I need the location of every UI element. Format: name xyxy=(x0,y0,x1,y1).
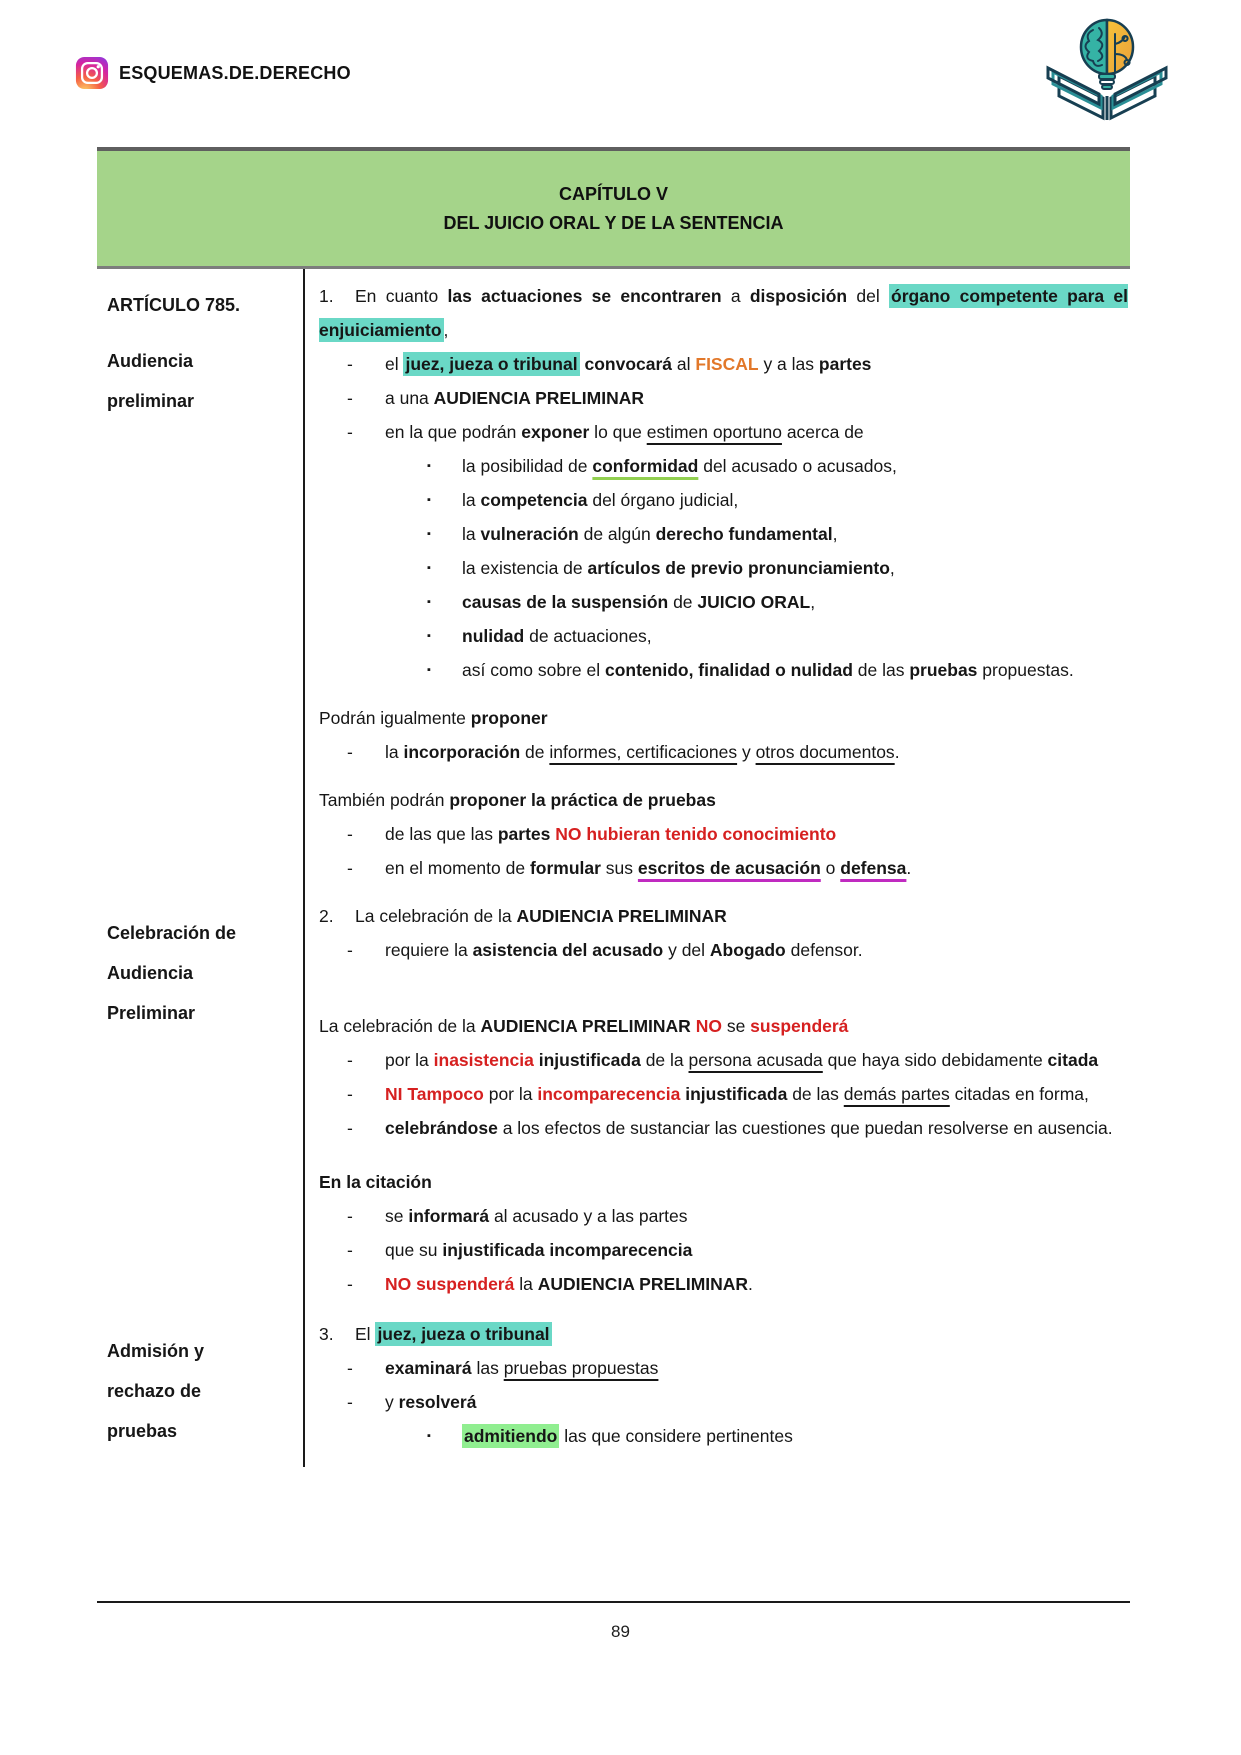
text-run: juez, jueza o tribunal xyxy=(377,1324,550,1344)
text-run: por la xyxy=(483,1084,538,1104)
text-run: artículos de previo pronunciamiento xyxy=(587,558,890,578)
item-number: 1. xyxy=(319,286,334,306)
text-run: y xyxy=(737,742,756,762)
text-run: las xyxy=(471,1358,504,1378)
text-run: y a las xyxy=(758,354,819,374)
text-run: defensor. xyxy=(785,940,863,960)
text-run: partes xyxy=(497,824,551,844)
text-run: de algún xyxy=(578,524,656,544)
label-line: pruebas xyxy=(107,1421,178,1441)
text-run: . xyxy=(748,1274,753,1294)
text-run: examinará xyxy=(385,1358,472,1378)
text-run: convocará xyxy=(584,354,673,374)
text-run: resolverá xyxy=(398,1392,477,1412)
text-run: derecho fundamental xyxy=(655,524,833,544)
text-run: que su xyxy=(385,1240,443,1260)
row-label-cell xyxy=(97,885,305,1301)
text-run: de la xyxy=(640,1050,689,1070)
row-content-cell xyxy=(305,885,1130,1301)
text-run: En cuanto xyxy=(355,286,448,306)
text-run: a xyxy=(721,286,750,306)
text-run: de las xyxy=(852,660,910,680)
text-run: disposición xyxy=(749,286,848,306)
label-line: preliminar xyxy=(107,391,195,411)
brain-book-logo xyxy=(1045,14,1169,126)
text-run: de las que las xyxy=(385,824,498,844)
text-run: pruebas propuestas xyxy=(503,1358,659,1378)
text-run: pruebas xyxy=(909,660,978,680)
text-run: lo que xyxy=(589,422,647,442)
instagram-icon xyxy=(75,56,109,90)
text-run: del acusado o acusados, xyxy=(698,456,897,476)
dash-item xyxy=(319,347,1128,381)
text-run: suspenderá xyxy=(750,1016,849,1036)
table-row xyxy=(97,1301,1130,1467)
instagram-handle: ESQUEMAS.DE.DERECHO xyxy=(119,62,351,83)
paragraph xyxy=(319,701,1128,735)
text-run: de xyxy=(520,742,550,762)
dash-item xyxy=(319,1385,1128,1419)
text-run: admitiendo xyxy=(464,1426,558,1446)
dash-item xyxy=(319,933,1128,967)
text-run: . xyxy=(906,858,912,878)
text-run: celebrándose xyxy=(385,1118,498,1138)
text-run: , xyxy=(443,320,449,340)
text-run: . xyxy=(894,742,900,762)
dash-item xyxy=(319,1199,1128,1233)
text-run: la xyxy=(514,1274,538,1294)
text-run: las actuaciones se encontraren xyxy=(447,286,722,306)
text-run: AUDIENCIA PRELIMINAR xyxy=(433,388,644,408)
text-run: , xyxy=(889,558,895,578)
text-run: incorporación xyxy=(403,742,521,762)
text-run: a una xyxy=(385,388,434,408)
text-run: en la que podrán xyxy=(385,422,522,442)
text-run: Podrán igualmente xyxy=(319,708,471,728)
square-bullet-item xyxy=(319,449,1128,483)
row-content-cell xyxy=(305,269,1130,885)
text-run: la xyxy=(462,490,481,510)
label-paragraph xyxy=(107,1331,295,1451)
label-line: ARTÍCULO 785. xyxy=(107,295,241,315)
text-run: defensa xyxy=(840,858,907,878)
text-run: vulneración xyxy=(480,524,579,544)
text-run: conformidad xyxy=(592,456,699,476)
item-number: 2. xyxy=(319,906,334,926)
text-run: FISCAL xyxy=(695,354,759,374)
text-run: La celebración de la xyxy=(355,906,517,926)
paragraph xyxy=(319,783,1128,817)
text-run: propuestas. xyxy=(977,660,1074,680)
text-run: demás partes xyxy=(843,1084,950,1104)
text-run: causas de la suspensión xyxy=(462,592,669,612)
label-line: rechazo de xyxy=(107,1381,202,1401)
text-run: , xyxy=(832,524,838,544)
text-run: AUDIENCIA PRELIMINAR xyxy=(480,1016,691,1036)
numbered-paragraph xyxy=(319,279,1128,347)
text-run: inasistencia xyxy=(433,1050,534,1070)
dash-item xyxy=(319,415,1128,449)
text-run: NO hubieran tenido conocimiento xyxy=(555,824,837,844)
instagram-brand xyxy=(75,56,351,90)
chapter-banner xyxy=(97,147,1130,269)
page-header xyxy=(0,0,1241,147)
content-gap xyxy=(319,769,1128,783)
paragraph xyxy=(319,1009,1128,1043)
dash-item xyxy=(319,1351,1128,1385)
text-run: NI Tampoco xyxy=(385,1084,484,1104)
text-run: sus xyxy=(600,858,638,878)
text-run: al xyxy=(672,354,696,374)
text-run: persona acusada xyxy=(688,1050,823,1070)
text-run: También podrán xyxy=(319,790,450,810)
text-run: Abogado xyxy=(709,940,786,960)
text-run: juez, jueza o tribunal xyxy=(405,354,578,374)
text-run: NO xyxy=(695,1016,722,1036)
row-label-cell xyxy=(97,269,305,885)
text-run: que haya sido debidamente xyxy=(822,1050,1048,1070)
text-run: la xyxy=(385,742,404,762)
square-bullet-item xyxy=(319,483,1128,517)
label-paragraph xyxy=(107,341,295,421)
text-run: de las xyxy=(787,1084,844,1104)
text-run: órgano competente para el enjuiciamiento xyxy=(319,286,1129,340)
numbered-paragraph xyxy=(319,1317,1128,1351)
text-run: y del xyxy=(663,940,710,960)
dash-item xyxy=(319,851,1128,885)
text-run: formular xyxy=(529,858,601,878)
text-run: injustificada xyxy=(685,1084,788,1104)
content-gap xyxy=(319,1145,1128,1165)
text-run: por la xyxy=(385,1050,434,1070)
text-run: el xyxy=(385,354,404,374)
text-run: contenido, finalidad o nulidad xyxy=(604,660,853,680)
text-run: la xyxy=(462,524,481,544)
label-paragraph xyxy=(107,913,295,1033)
dash-item xyxy=(319,1077,1128,1111)
content-gap xyxy=(319,967,1128,1009)
text-run: al acusado y a las partes xyxy=(489,1206,688,1226)
text-run: partes xyxy=(818,354,872,374)
label-line: Audiencia xyxy=(107,351,194,371)
page-number: 89 xyxy=(611,1622,630,1641)
label-line: Preliminar xyxy=(107,1003,196,1023)
text-run: se xyxy=(721,1016,751,1036)
square-bullet-item xyxy=(319,1419,1128,1453)
table-row xyxy=(97,885,1130,1301)
label-paragraph xyxy=(107,285,295,325)
text-run: nulidad xyxy=(462,626,525,646)
text-run: otros documentos xyxy=(755,742,895,762)
text-run: NO suspenderá xyxy=(385,1274,515,1294)
text-run: citadas en forma, xyxy=(949,1084,1089,1104)
text-run: o xyxy=(820,858,841,878)
dash-item xyxy=(319,1267,1128,1301)
text-run: las que considere pertinentes xyxy=(559,1426,793,1446)
text-run: a los efectos de sustanciar las cuestiones que puedan resolverse en ausencia. xyxy=(497,1118,1113,1138)
text-run: requiere la xyxy=(385,940,473,960)
square-bullet-item xyxy=(319,585,1128,619)
text-run: asistencia del acusado xyxy=(472,940,664,960)
content-gap xyxy=(319,687,1128,701)
chapter-title: CAPÍTULO V xyxy=(558,183,668,204)
label-line: Audiencia xyxy=(107,963,194,983)
numbered-paragraph xyxy=(319,899,1128,933)
dash-item xyxy=(319,817,1128,851)
dash-item xyxy=(319,381,1128,415)
item-number: 3. xyxy=(319,1324,334,1344)
text-run: la existencia de xyxy=(462,558,588,578)
square-bullet-item xyxy=(319,653,1128,687)
dash-item xyxy=(319,735,1128,769)
text-run: informará xyxy=(408,1206,490,1226)
chapter-subtitle: DEL JUICIO ORAL Y DE LA SENTENCIA xyxy=(443,212,784,233)
text-run: la posibilidad de xyxy=(462,456,593,476)
text-run: de xyxy=(668,592,698,612)
row-label-cell xyxy=(97,1301,305,1467)
label-line: Celebración de xyxy=(107,923,237,943)
text-run: del xyxy=(847,286,890,306)
square-bullet-item xyxy=(319,517,1128,551)
square-bullet-item xyxy=(319,551,1128,585)
text-run: injustificada incomparecencia xyxy=(442,1240,693,1260)
text-run: proponer la práctica de pruebas xyxy=(449,790,716,810)
table-row xyxy=(97,269,1130,885)
text-run: escritos de acusación xyxy=(637,858,821,878)
text-run: AUDIENCIA PRELIMINAR xyxy=(537,1274,749,1294)
text-run: El xyxy=(355,1324,376,1344)
text-run: en el momento de xyxy=(385,858,530,878)
text-run: La celebración de la xyxy=(319,1016,481,1036)
schema-table xyxy=(97,147,1130,1603)
dash-item xyxy=(319,1043,1128,1077)
dash-item xyxy=(319,1233,1128,1267)
text-run: se xyxy=(385,1206,409,1226)
text-run: acerca de xyxy=(781,422,864,442)
text-run: AUDIENCIA PRELIMINAR xyxy=(516,906,727,926)
text-run: exponer xyxy=(521,422,590,442)
square-bullet-item xyxy=(319,619,1128,653)
page-footer xyxy=(0,1622,1241,1642)
text-run: estimen oportuno xyxy=(646,422,782,442)
text-run: competencia xyxy=(480,490,588,510)
table-rows xyxy=(97,269,1130,1596)
label-line: Admisión y xyxy=(107,1341,205,1361)
text-run: , xyxy=(810,592,816,612)
paragraph xyxy=(319,1165,1128,1199)
text-run: En la citación xyxy=(319,1172,432,1192)
row-content-cell xyxy=(305,1301,1130,1467)
text-run: así como sobre el xyxy=(462,660,605,680)
text-run: injustificada xyxy=(538,1050,641,1070)
text-run: del órgano judicial, xyxy=(587,490,739,510)
text-run: incomparecencia xyxy=(537,1084,681,1104)
dash-item xyxy=(319,1111,1128,1145)
text-run: proponer xyxy=(470,708,548,728)
text-run: y xyxy=(385,1392,399,1412)
text-run: informes, certificaciones xyxy=(549,742,738,762)
text-run: JUICIO ORAL xyxy=(697,592,811,612)
text-run: de actuaciones, xyxy=(524,626,652,646)
text-run: citada xyxy=(1047,1050,1099,1070)
